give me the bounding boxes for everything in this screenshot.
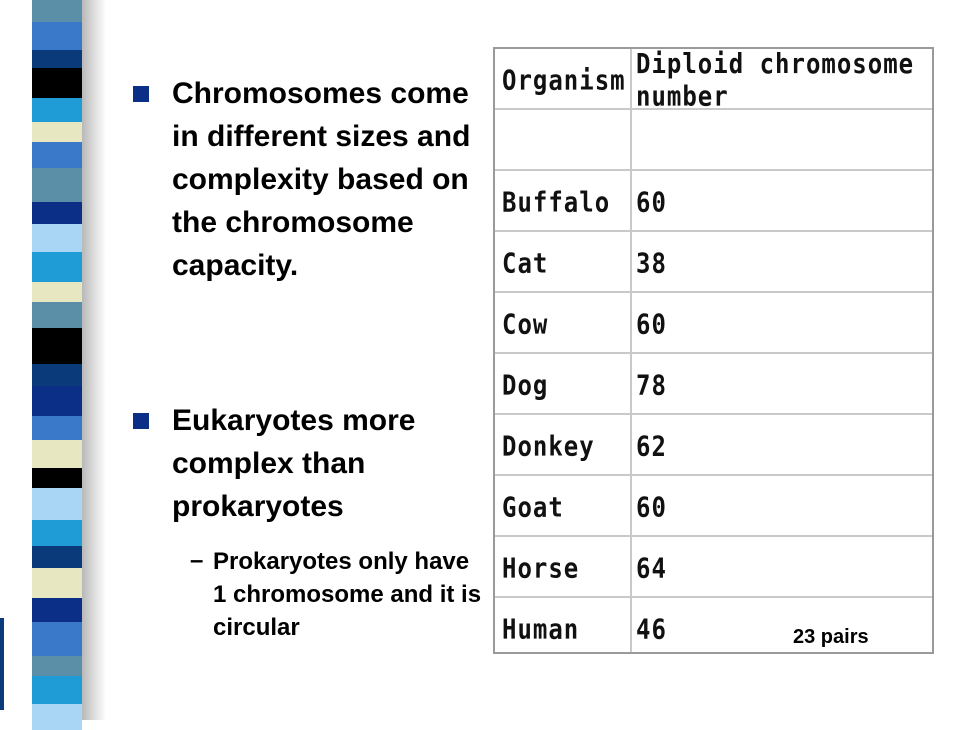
table-row: [495, 110, 932, 171]
stripe-band: [32, 22, 82, 50]
chromosome-table: [493, 47, 934, 654]
sub-bullet-text: Prokaryotes only have 1 chromosome and it is circular: [213, 548, 482, 641]
cell-number: 60: [636, 490, 667, 523]
bullet-square: [133, 86, 149, 102]
stripe-band: [32, 252, 82, 282]
stripe-edge: [0, 618, 4, 710]
cell-number: 60: [636, 185, 667, 218]
stripe-band: [32, 568, 82, 598]
stripe-band: [32, 68, 82, 98]
stripe-band: [32, 168, 82, 202]
stripe-band: [32, 468, 82, 488]
table-row: [495, 476, 932, 537]
table-header-row: [495, 49, 932, 110]
stripe-band: [32, 142, 82, 168]
stripe-band: [32, 488, 82, 520]
annotation-23-pairs: 23 pairs: [793, 626, 869, 648]
stripe-band: [32, 122, 82, 142]
cell-organism: Donkey: [502, 429, 595, 462]
stripe-band: [32, 224, 82, 252]
stripe-band: [32, 598, 82, 622]
sub-bullet-dash: –: [190, 547, 204, 574]
bullet-text: Eukaryotes more complex than prokaryotes: [172, 404, 416, 523]
cell-organism: Cat: [502, 246, 549, 279]
stripe-band: [32, 302, 82, 328]
cell-organism: Dog: [502, 368, 549, 401]
stripe-band: [32, 656, 82, 676]
cell-number: 46: [636, 612, 667, 645]
decorative-stripe: [0, 0, 110, 720]
stripe-band: [32, 546, 82, 568]
header-diploid-number: Diploid chromosome number: [636, 47, 915, 112]
bullet-text: Chromosomes come in different sizes and complexity based on the chromosome capacity.: [172, 77, 471, 282]
cell-organism: Human: [502, 612, 580, 645]
cell-organism: Goat: [502, 490, 564, 523]
bullet-square: [133, 413, 149, 429]
table-row: [495, 537, 932, 598]
cell-number: 62: [636, 429, 667, 462]
stripe-band: [32, 440, 82, 468]
stripe-band: [32, 202, 82, 224]
stripe-band: [32, 704, 82, 730]
stripe-shadow: [82, 0, 106, 720]
cell-number: 78: [636, 368, 667, 401]
table-row: [495, 171, 932, 232]
cell-organism: Cow: [502, 307, 549, 340]
stripe-band: [32, 50, 82, 68]
stripe-band: [32, 622, 82, 656]
cell-organism: Buffalo: [502, 185, 611, 218]
cell-number: 60: [636, 307, 667, 340]
stripe-band: [32, 520, 82, 546]
header-organism: Organism: [502, 63, 626, 96]
stripe-band: [32, 282, 82, 302]
table-row: [495, 415, 932, 476]
stripe-band: [32, 0, 82, 22]
cell-number: 38: [636, 246, 667, 279]
stripe-band: [32, 676, 82, 704]
cell-number: 64: [636, 551, 667, 584]
stripe-band: [32, 98, 82, 122]
stripe-band: [32, 416, 82, 440]
stripe-band: [32, 328, 82, 364]
table-row: [495, 293, 932, 354]
cell-organism: Horse: [502, 551, 580, 584]
table-row: [495, 232, 932, 293]
stripe-band: [32, 364, 82, 386]
table-row: [495, 354, 932, 415]
stripe-band: [32, 386, 82, 416]
